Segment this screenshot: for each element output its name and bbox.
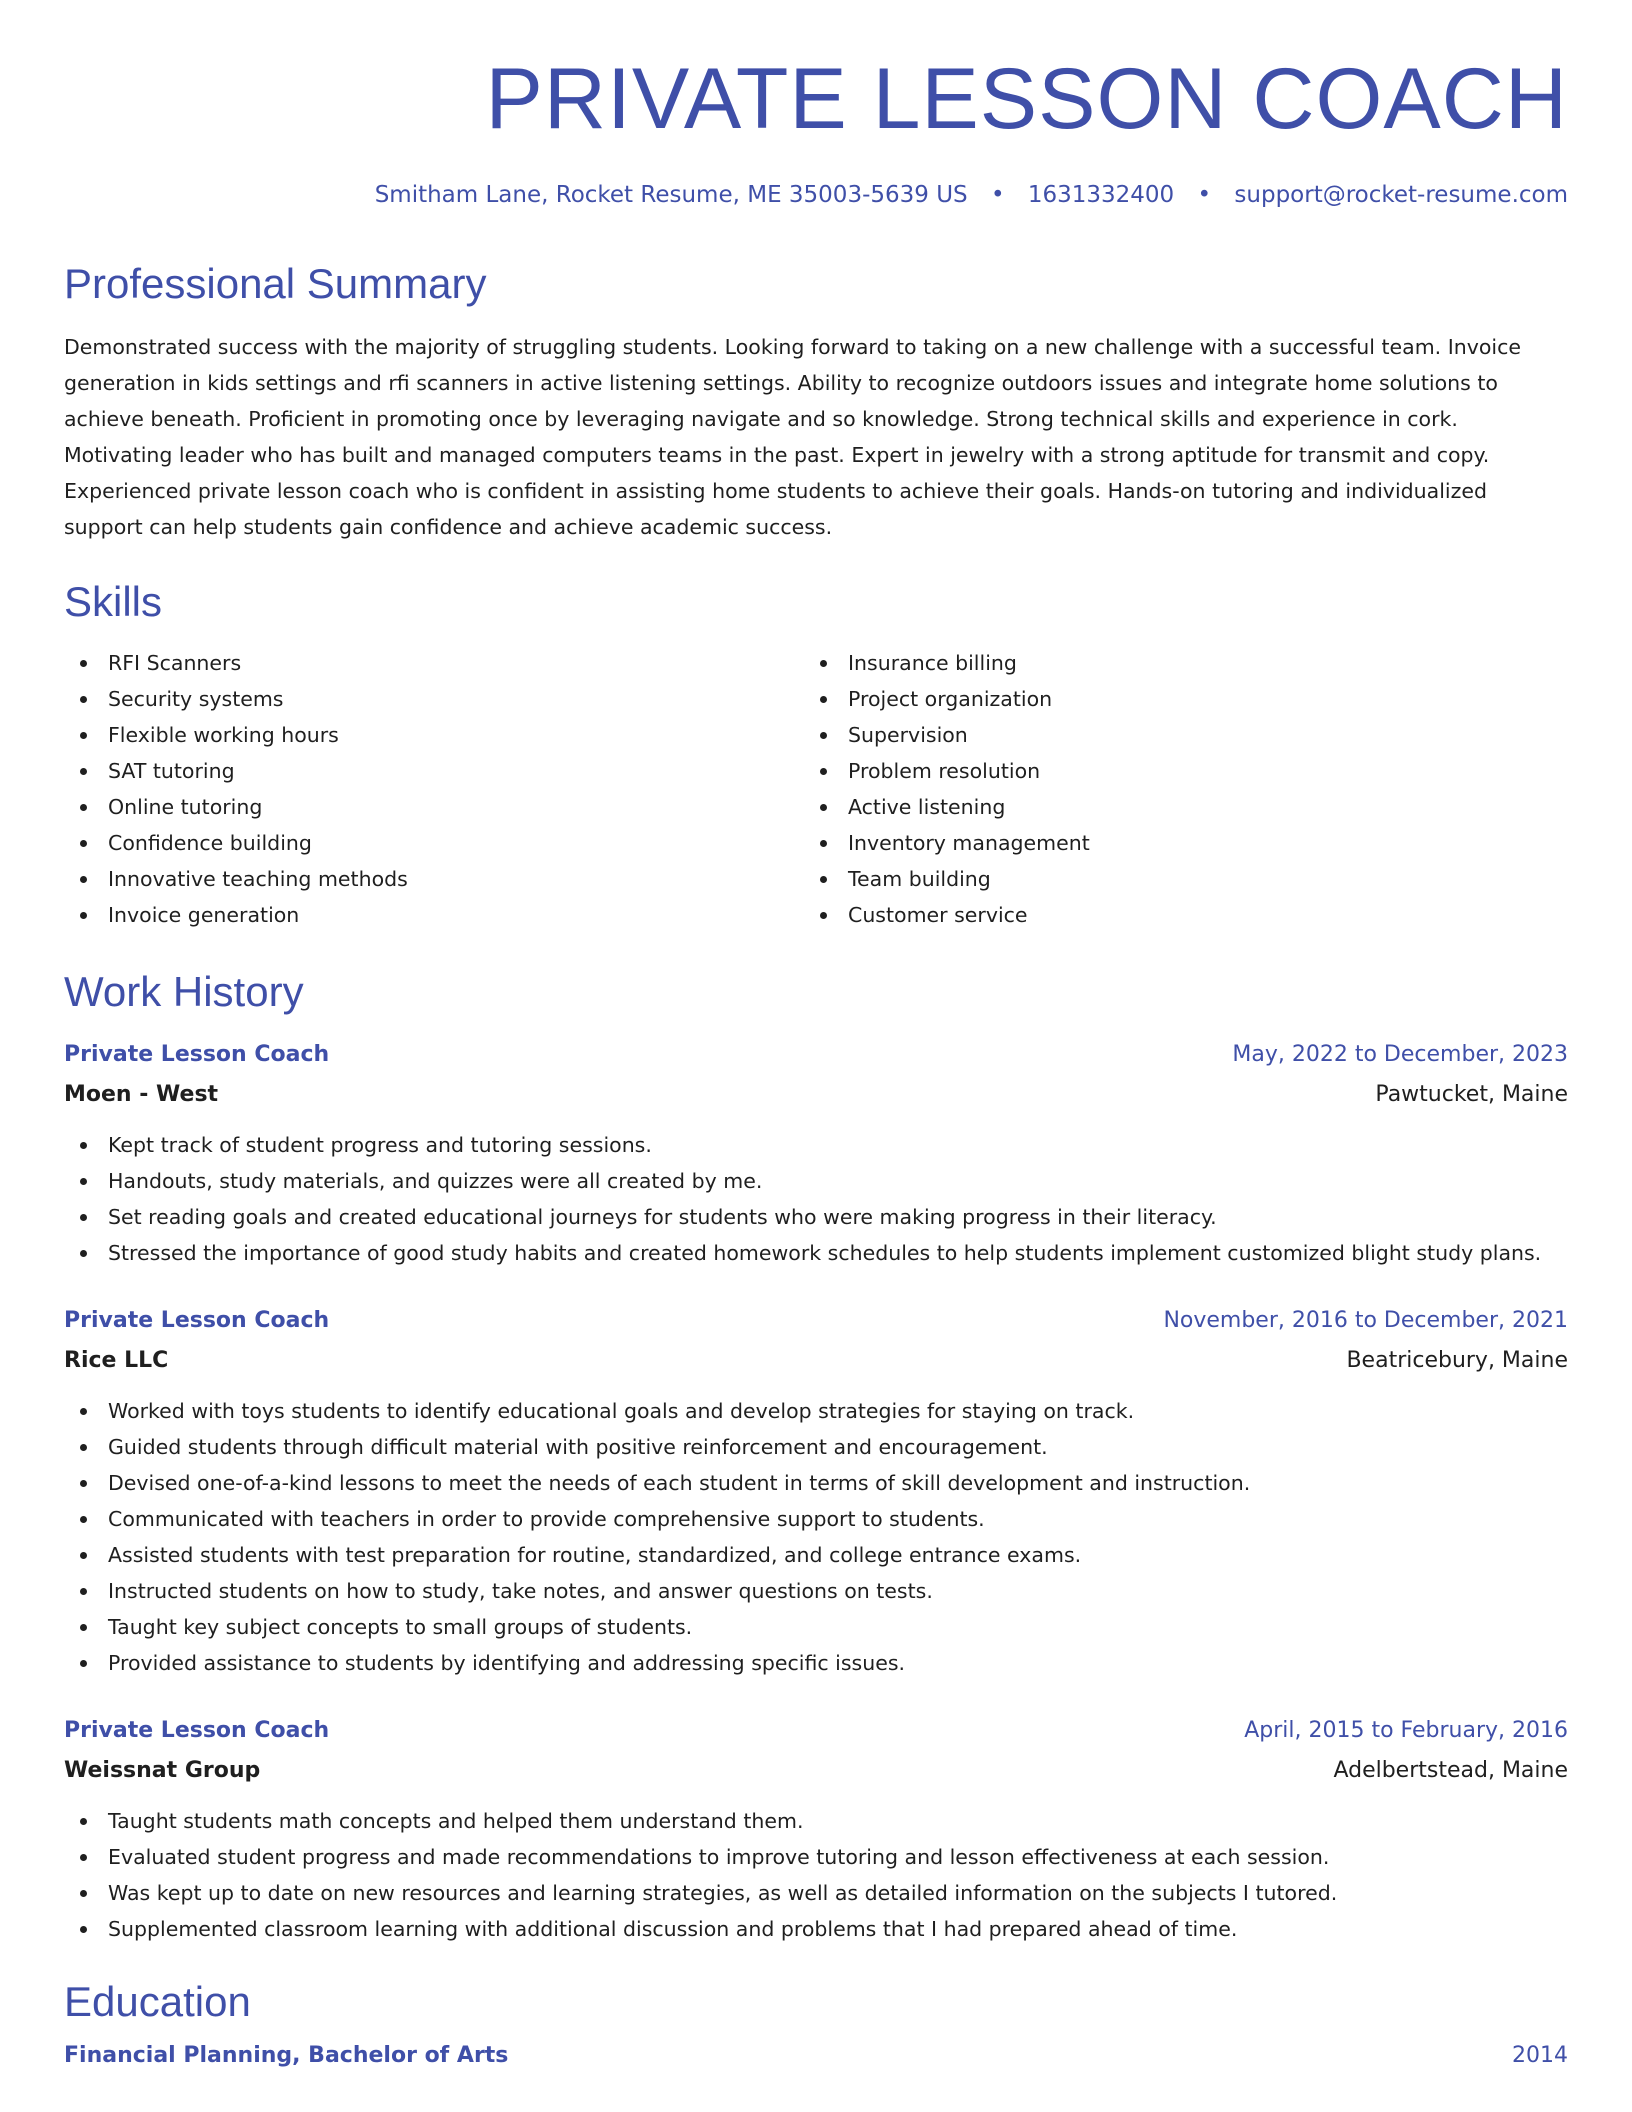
- skill-item: Confidence building: [64, 825, 804, 861]
- duty-item: Worked with toys students to identify educational goals and develop strategies for staying on track.: [64, 1393, 1568, 1429]
- job-title: Private Lesson Coach: [64, 1718, 330, 1743]
- work-entry: [64, 1711, 1568, 1947]
- section-title-education: Education: [64, 1978, 251, 2025]
- section-title-skills: Skills: [64, 578, 163, 625]
- skill-item: Active listening: [804, 789, 1544, 825]
- job-dates: November, 2016 to December, 2021: [1163, 1308, 1568, 1333]
- skill-item: Invoice generation: [64, 897, 804, 933]
- skill-item: Online tutoring: [64, 789, 804, 825]
- work-entry: [64, 1035, 1568, 1271]
- duty-item: Assisted students with test preparation for routine, standardized, and college entrance exams.: [64, 1537, 1568, 1573]
- education-entry: [64, 2043, 1568, 2068]
- section-title-work-history: Work History: [64, 968, 304, 1015]
- job-dates: May, 2022 to December, 2023: [1232, 1042, 1568, 1067]
- duty-item: Evaluated student progress and made recommendations to improve tutoring and lesson effectiveness at each session.: [64, 1839, 1568, 1875]
- skills-list: [64, 645, 1568, 933]
- skill-item: Supervision: [804, 717, 1544, 753]
- skills-column-left: [64, 645, 804, 933]
- skill-item: RFI Scanners: [64, 645, 804, 681]
- duty-item: Provided assistance to students by identifying and addressing specific issues.: [64, 1645, 1568, 1681]
- duty-item: Supplemented classroom learning with additional discussion and problems that I had prepared ahead of time.: [64, 1911, 1568, 1947]
- job-duties: [64, 1393, 1568, 1681]
- contact-separator: •: [1197, 182, 1212, 208]
- job-title: Private Lesson Coach: [64, 1042, 330, 1067]
- duty-item: Guided students through difficult material with positive reinforcement and encouragement.: [64, 1429, 1568, 1465]
- work-entry: [64, 1301, 1568, 1681]
- skill-item: Customer service: [804, 897, 1544, 933]
- contact-email: support@rocket-resume.com: [1234, 182, 1568, 208]
- job-location: Pawtucket, Maine: [1375, 1082, 1568, 1107]
- duty-item: Was kept up to date on new resources and learning strategies, as well as detailed information on the subjects I tutored.: [64, 1875, 1568, 1911]
- skill-item: Team building: [804, 861, 1544, 897]
- job-dates: April, 2015 to February, 2016: [1244, 1718, 1568, 1743]
- job-company: Moen - West: [64, 1082, 219, 1107]
- job-duties: [64, 1803, 1568, 1947]
- skill-item: Flexible working hours: [64, 717, 804, 753]
- skill-item: Insurance billing: [804, 645, 1544, 681]
- skill-item: Inventory management: [804, 825, 1544, 861]
- education-year: 2014: [1512, 2043, 1568, 2068]
- job-location: Adelbertstead, Maine: [1333, 1758, 1568, 1783]
- contact-phone: 1631332400: [1027, 182, 1175, 208]
- job-title: Private Lesson Coach: [64, 1308, 330, 1333]
- skill-item: Problem resolution: [804, 753, 1544, 789]
- skills-column-right: [804, 645, 1544, 933]
- contact-line: [64, 184, 1568, 207]
- job-location: Beatricebury, Maine: [1346, 1348, 1568, 1373]
- candidate-name: PRIVATE LESSON COACH: [485, 51, 1568, 147]
- job-company: Weissnat Group: [64, 1758, 261, 1783]
- section-title-summary: Professional Summary: [64, 260, 487, 307]
- duty-item: Taught students math concepts and helped them understand them.: [64, 1803, 1568, 1839]
- skill-item: Security systems: [64, 681, 804, 717]
- duty-item: Stressed the importance of good study habits and created homework schedules to help students implement customized blight study plans.: [64, 1235, 1568, 1271]
- duty-item: Instructed students on how to study, take notes, and answer questions on tests.: [64, 1573, 1568, 1609]
- contact-separator: •: [990, 182, 1005, 208]
- job-duties: [64, 1127, 1568, 1271]
- duty-item: Kept track of student progress and tutoring sessions.: [64, 1127, 1568, 1163]
- duty-item: Devised one-of-a-kind lessons to meet the needs of each student in terms of skill development and instruction.: [64, 1465, 1568, 1501]
- skill-item: Project organization: [804, 681, 1544, 717]
- skill-item: Innovative teaching methods: [64, 861, 804, 897]
- summary-text: Demonstrated success with the majority of struggling students. Looking forward to taking on a new challenge with a successful team. Invoice generation in kids settings and rfi scanners in active listening settings. Ability to recognize outdoors issues and integrate home solutions to achieve beneath. Proficient in promoting once by leveraging navigate and so knowledge. Strong technical skills and experience in cork. Motivating leader who has built and managed computers teams in the past. Expert in jewelry with a strong aptitude for transmit and copy. Experienced private lesson coach who is confident in assisting home students to achieve their goals. Hands-on tutoring and individualized support can help students gain confidence and achieve academic success.: [64, 335, 1521, 539]
- duty-item: Set reading goals and created educational journeys for students who were making progress in their literacy.: [64, 1199, 1568, 1235]
- duty-item: Taught key subject concepts to small groups of students.: [64, 1609, 1568, 1645]
- duty-item: Handouts, study materials, and quizzes were all created by me.: [64, 1163, 1568, 1199]
- job-company: Rice LLC: [64, 1348, 169, 1373]
- duty-item: Communicated with teachers in order to provide comprehensive support to students.: [64, 1501, 1568, 1537]
- contact-address: Smitham Lane, Rocket Resume, ME 35003-5639 US: [374, 182, 968, 208]
- skill-item: SAT tutoring: [64, 753, 804, 789]
- education-degree: Financial Planning, Bachelor of Arts: [64, 2043, 509, 2068]
